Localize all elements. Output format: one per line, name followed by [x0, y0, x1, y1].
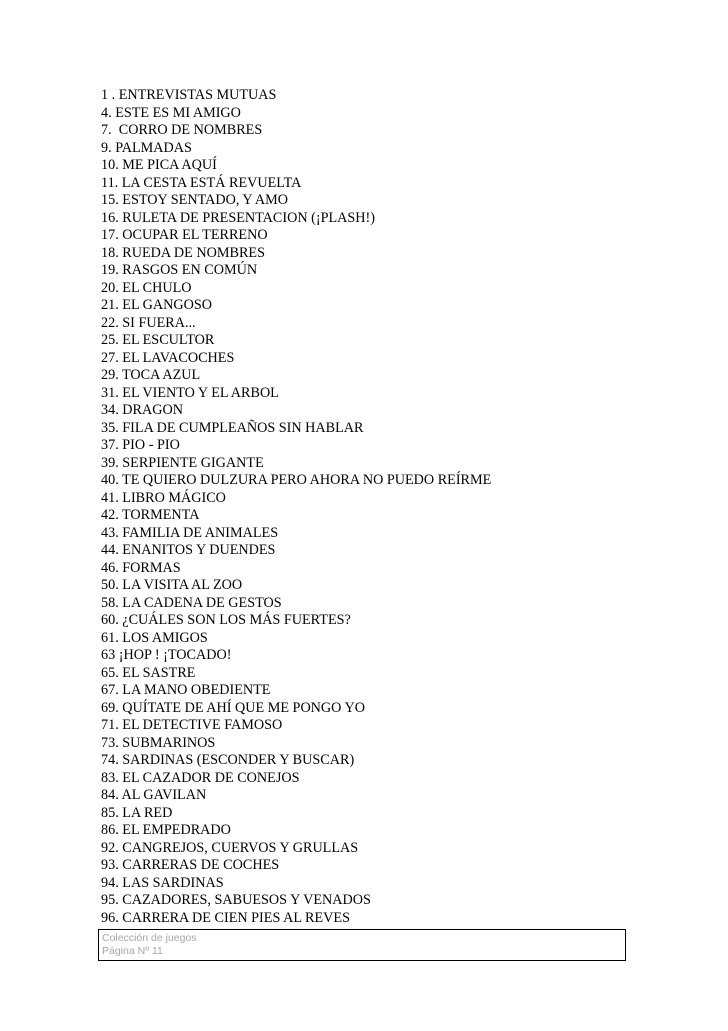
footer-page-number: Página Nº 11: [102, 945, 163, 957]
list-item: 27. EL LAVACOCHES: [101, 349, 235, 366]
list-item: 96. CARRERA DE CIEN PIES AL REVES: [101, 909, 350, 926]
list-item: 35. FILA DE CUMPLEAÑOS SIN HABLAR: [101, 419, 364, 436]
list-item: 69. QUÍTATE DE AHÍ QUE ME PONGO YO: [101, 699, 365, 716]
list-item: 16. RULETA DE PRESENTACION (¡PLASH!): [101, 209, 375, 226]
list-item: 29. TOCA AZUL: [101, 367, 201, 383]
list-item: 60. ¿CUÁLES SON LOS MÁS FUERTES?: [101, 612, 351, 628]
game-list: [101, 87, 491, 927]
list-item: 63 ¡HOP ! ¡TOCADO!: [101, 647, 232, 663]
list-item: 42. TORMENTA: [101, 507, 200, 523]
list-item: 18. RUEDA DE NOMBRES: [101, 244, 265, 261]
list-item: 73. SUBMARINOS: [101, 734, 216, 751]
list-item: 22. SI FUERA...: [101, 314, 196, 331]
list-item: 84. AL GAVILAN: [101, 787, 207, 803]
list-item: 95. CAZADORES, SABUESOS Y VENADOS: [101, 892, 371, 908]
list-item: 74. SARDINAS (ESCONDER Y BUSCAR): [101, 752, 355, 768]
list-item: 86. EL EMPEDRADO: [101, 822, 231, 838]
list-item: 17. OCUPAR EL TERRENO: [101, 227, 268, 243]
list-item: 39. SERPIENTE GIGANTE: [101, 454, 264, 471]
list-item: 20. EL CHULO: [101, 279, 192, 296]
list-item: 61. LOS AMIGOS: [101, 629, 208, 646]
list-item: 15. ESTOY SENTADO, Y AMO: [101, 192, 288, 208]
footer-collection-title: Colección de juegos: [102, 932, 197, 944]
list-item: 50. LA VISITA AL ZOO: [101, 577, 243, 593]
list-item: 46. FORMAS: [101, 559, 181, 576]
list-item: 67. LA MANO OBEDIENTE: [101, 682, 271, 698]
list-item: 21. EL GANGOSO: [101, 297, 212, 313]
list-item: 4. ESTE ES MI AMIGO: [101, 104, 241, 121]
list-item: 65. EL SASTRE: [101, 664, 196, 681]
list-item: 94. LAS SARDINAS: [101, 874, 224, 891]
list-item: 25. EL ESCULTOR: [101, 332, 215, 348]
list-item: 7. CORRO DE NOMBRES: [101, 122, 263, 138]
list-item: 58. LA CADENA DE GESTOS: [101, 594, 282, 611]
page-footer: [98, 929, 626, 961]
list-item: 92. CANGREJOS, CUERVOS Y GRULLAS: [101, 839, 359, 856]
list-item: 93. CARRERAS DE COCHES: [101, 857, 280, 873]
list-item: 37. PIO - PIO: [101, 437, 180, 453]
list-item: 10. ME PICA AQUÍ: [101, 157, 217, 173]
list-item: 34. DRAGON: [101, 402, 183, 418]
list-item: 44. ENANITOS Y DUENDES: [101, 542, 276, 558]
list-item: 83. EL CAZADOR DE CONEJOS: [101, 769, 300, 786]
list-item: 40. TE QUIERO DULZURA PERO AHORA NO PUEDO REÍRME: [101, 472, 492, 488]
list-item: 43. FAMILIA DE ANIMALES: [101, 524, 279, 541]
list-item: 31. EL VIENTO Y EL ARBOL: [101, 384, 279, 401]
list-item: 11. LA CESTA ESTÁ REVUELTA: [101, 174, 302, 191]
list-item: 85. LA RED: [101, 804, 173, 821]
list-item: 9. PALMADAS: [101, 139, 192, 156]
list-item: 41. LIBRO MÁGICO: [101, 489, 226, 506]
list-item: 71. EL DETECTIVE FAMOSO: [101, 717, 283, 733]
list-item: 19. RASGOS EN COMÚN: [101, 262, 258, 278]
list-item: 1 . ENTREVISTAS MUTUAS: [101, 87, 277, 103]
